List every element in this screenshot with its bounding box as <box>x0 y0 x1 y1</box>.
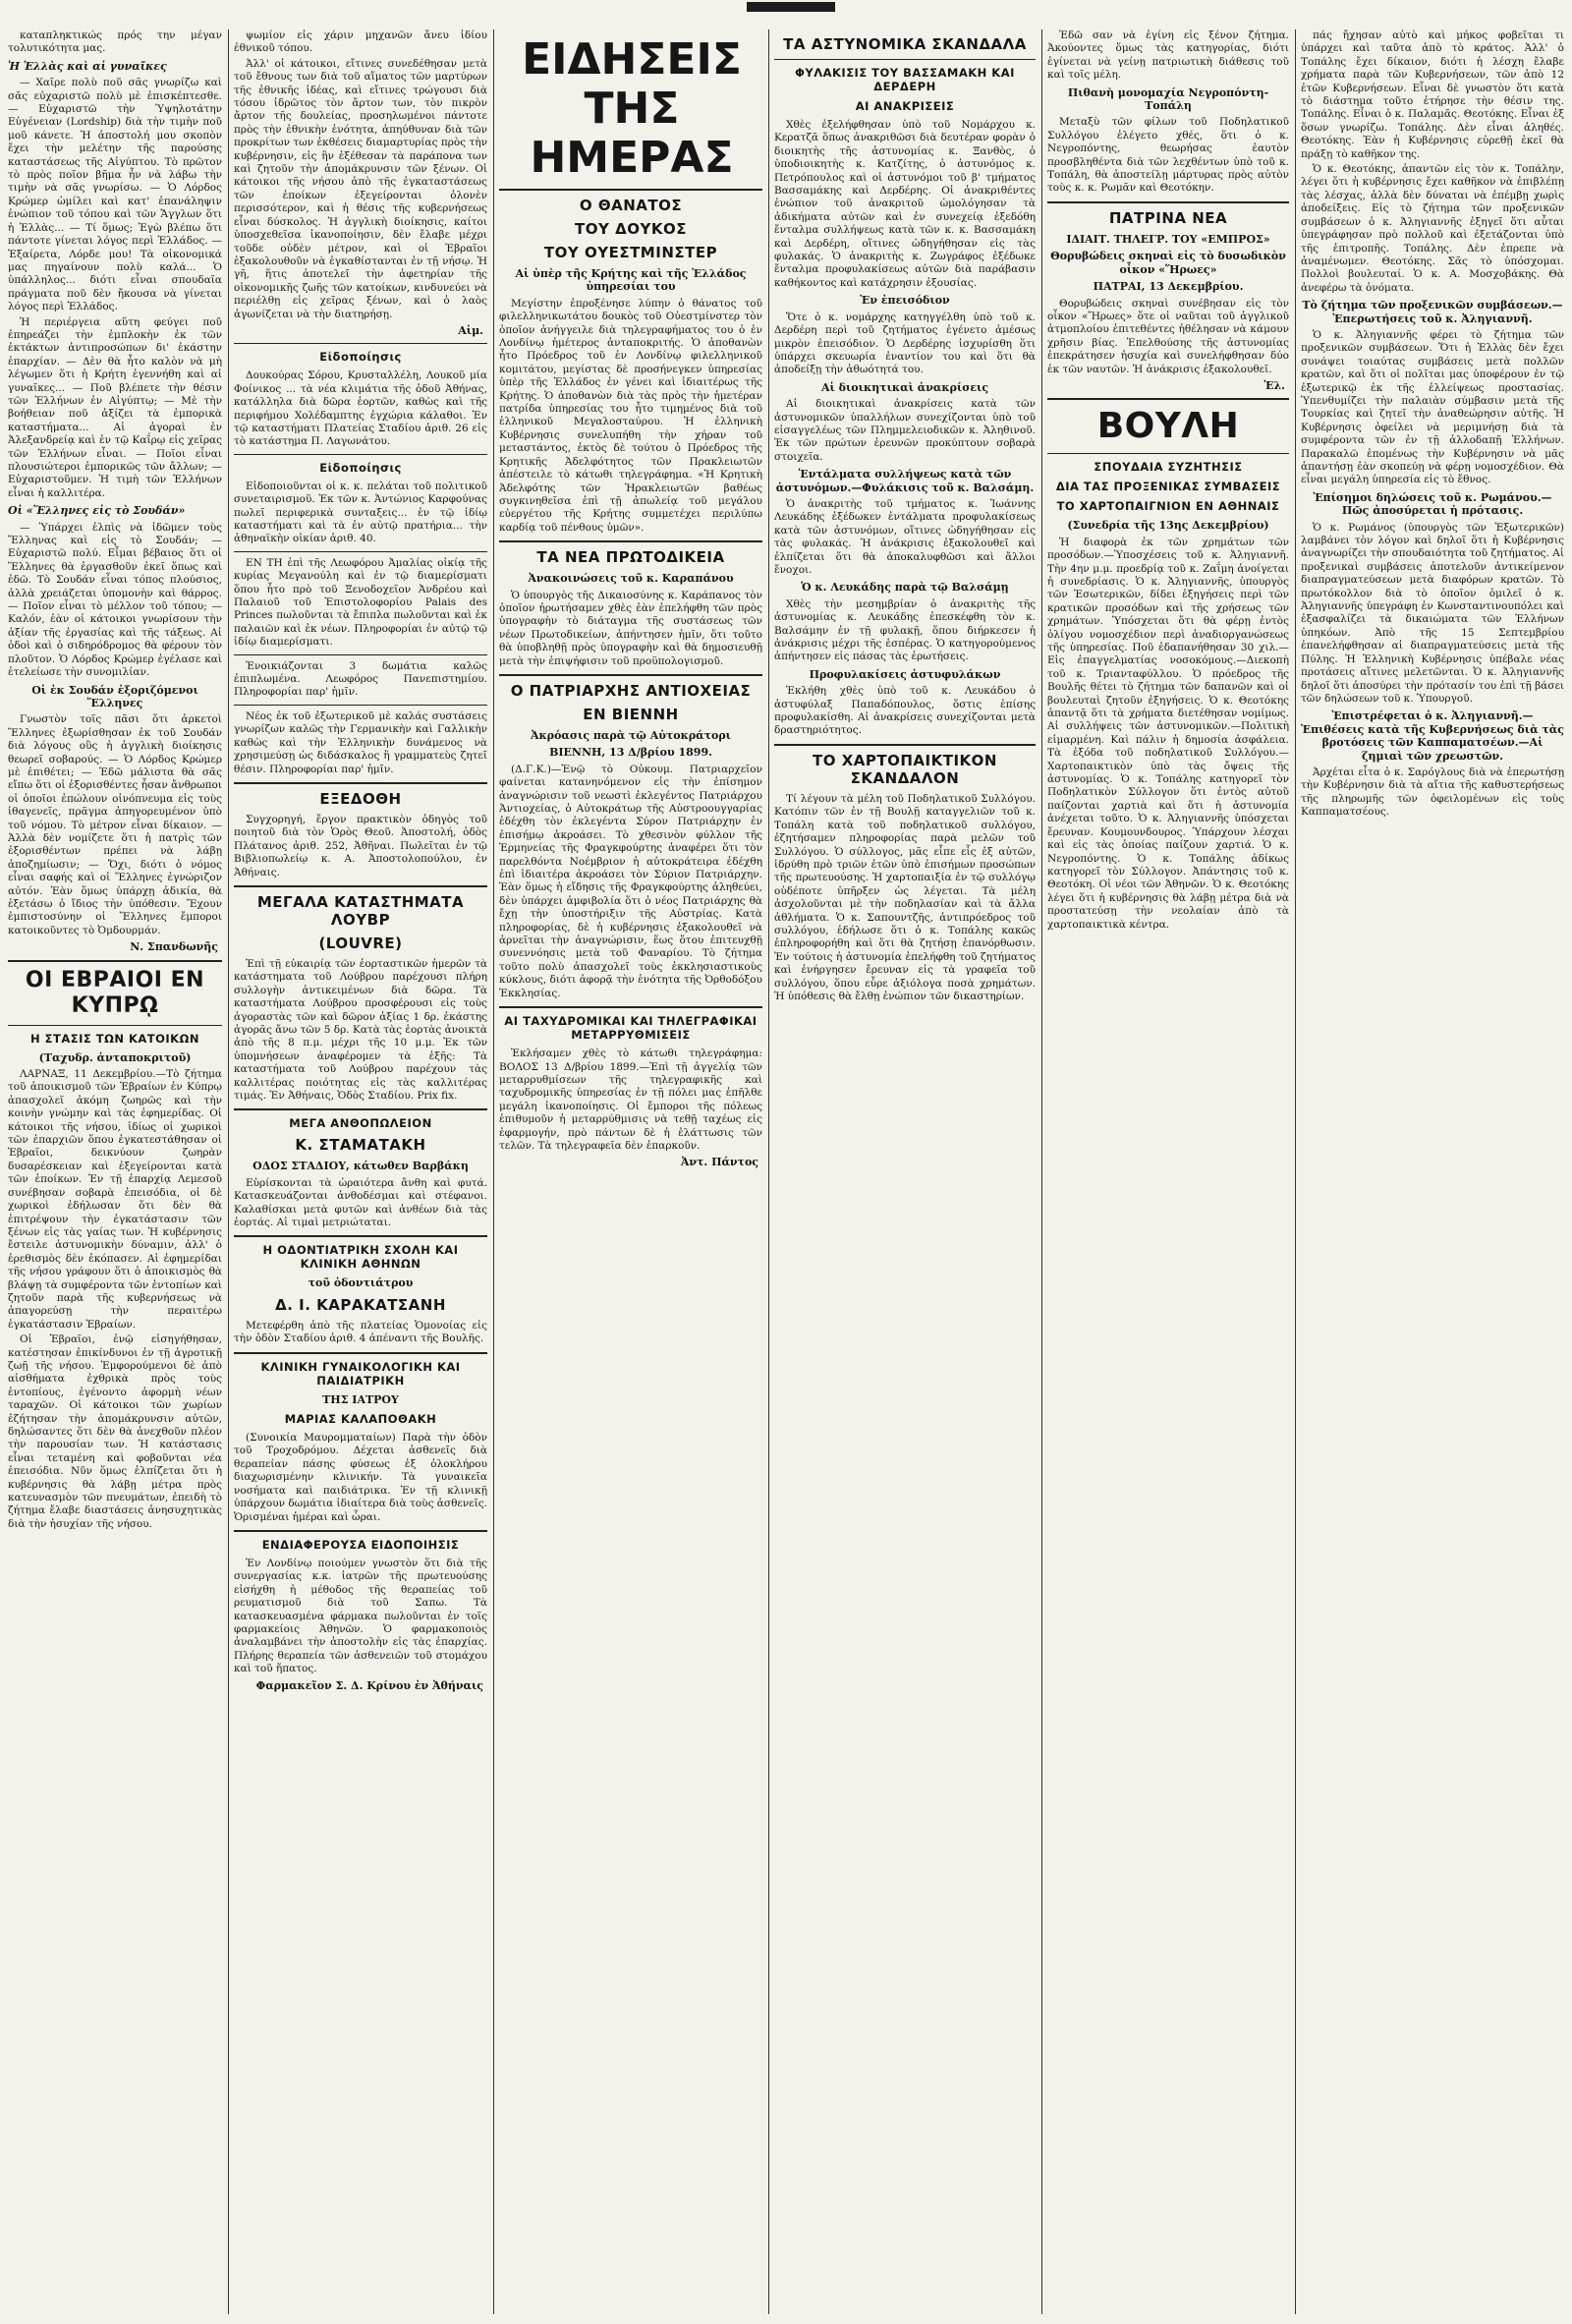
dateline: ΠΑΤΡΑΙ, 13 Δεκεμβρίου. <box>1093 280 1244 294</box>
column-rule <box>768 29 769 2314</box>
column-5 <box>1047 29 1289 2316</box>
article-body: Ἐκλήθη χθὲς ὑπὸ τοῦ κ. Λευκάδου ὁ ἀστυφύλαξ Παπαδόπουλος, ὅστις ἐπίσης προφυλακίσθη. Αἱ ἀνακρίσεις συνεχίζονται μετὰ δραστηριότητος. <box>774 685 1036 737</box>
divider <box>234 551 487 552</box>
article-body: Γνωστὸν τοῖς πᾶσι ὅτι ἀρκετοὶ Ἕλληνες ἐξωρίσθησαν ἐκ τοῦ Σουδάν διὰ λόγους οὓς ἡ ἀγγλικὴ διοίκησις θεωρεῖ σοβαρούς. — Ὁ Λόρδος Κρώμερ μὲ ἐπιθέτει; — Ἐδῶ μάλιστα θὰ σᾶς εἴπω ὅτι οἱ ἐξορισθέντες ἦσαν ἄνθρωποι οἱ ὁποῖοι ἐπώλουν οἰνόπνευμα εἰς τοὺς ἰθαγενεῖς, πρᾶγμα ἀπηγορευμένον ὑπὸ τοῦ νόμου. Τὸ μέτρον εἶναι δίκαιον. — Ἀλλὰ δὲν νομίζετε ὅτι ἡ πατρὶς τῶν ἐξορισθέντων πρέπει νὰ λάβῃ ἀποζημίωσιν; — Ὄχι, διότι ὁ νόμος εἶναι σαφής καὶ οἱ Ἕλληνες ἐγνώριζον αὐτόν. Ἐὰν ὅμως ὑπάρχῃ ἀδικία, θὰ ἐξετάσω ὁ ἴδιος τὴν ὑπόθεσιν. Ἔχουν ἐμπιστοσύνην οἱ Ἕλληνες ἔμποροι κατοικοῦντες τὸ Ὀμδουρμάν. <box>8 713 222 936</box>
notice-body: Δουκούρας Σόρου, Κρυσταλλέλη, Λουκοῦ μία Φοίνικος ... τὰ νέα κλιμάτια τῆς ὁδοῦ Ἀθήνας, κατάλληλα διὰ δῶρα ἑορτῶν, καθὼς καὶ τῆς περιφήμου Χολέδαμπτης ἐγχώρια κάλαθοι. Ἐν τῷ καταστήματι Πλατείας Σταδίου ἀριθ. 26 εἰς τὸ κατάστημα Π. Λαγωνάτου. <box>234 369 487 448</box>
subheadline: ΔΙΑ ΤΑΣ ΠΡΟΞΕΝΙΚΑΣ ΣΥΜΒΑΣΕΙΣ <box>1055 480 1281 494</box>
ad-name: Δ. Ι. ΚΑΡΑΚΑΤΣΑΝΗ <box>275 1295 446 1314</box>
subheadline: Η ΣΤΑΣΙΣ ΤΩΝ ΚΑΤΟΙΚΩΝ <box>30 1031 199 1046</box>
column-1 <box>8 29 222 2316</box>
column-rule <box>1041 29 1042 2314</box>
ad-title: Η ΟΔΟΝΤΙΑΤΡΙΚΗ ΣΧΟΛΗ ΚΑΙ ΚΛΙΝΙΚΗ ΑΘΗΝΩΝ <box>262 1243 459 1272</box>
ad-title: ΜΕΓΑ ΑΝΘΟΠΩΛΕΙΟΝ <box>289 1116 432 1131</box>
divider <box>234 343 487 344</box>
headline: ΤΑ ΝΕΑ ΠΡΩΤΟΔΙΚΕΙΑ <box>536 548 725 567</box>
dateline: (Ταχυδρ. ἀνταποκριτοῦ) <box>38 1050 192 1064</box>
ad-subtitle: τοῦ ὀδοντιάτρου <box>308 1276 414 1290</box>
subheadline: Πιθανὴ μονομαχία Νεγροπόντη-Τοπάλη <box>1067 85 1269 113</box>
article-body: Μεταξὺ τῶν φίλων τοῦ Ποδηλατικοῦ Συλλόγου ἐλέγετο χθές, ὅτι ὁ κ. Νεγροπόντης, θεωρήσας ἑαυτὸν προσβληθέντα διὰ τῶν λεχθέντων ὑπὸ τοῦ κ. Τοπάλη, θὰ ἀποστείλῃ μάρτυρας πρὸς αὐτὸν τοὺς κ. κ. Ρωμᾶν καὶ Θεοτόκην. <box>1047 116 1289 195</box>
subheadline: Ἐν ἐπεισόδιον <box>860 294 950 308</box>
headline: Ο ΠΑΤΡΙΑΡΧΗΣ ΑΝΤΙΟΧΕΙΑΣ <box>510 681 752 700</box>
article-body: Ἡ περιέργεια αὕτη φεύγει ποῦ ἐπηρεάζει τὴν ἐμπλοκὴν ἐκ τῶν ἐκτάκτων ἀντιπροσώπων δι' ἐκάστην ἐπαρχίαν. — Δὲν θὰ ἦτο καλὸν νὰ μὴ λέγωμεν ὅτι ἡ Κρήτη ἐγεννήθη καὶ αἱ γυναῖκες... — Ποῦ βλέπετε τὴν θέσιν τῶν Ἑλλήνων ἐν Αἰγύπτῳ; — Μὲ τὴν βοήθειαν ποῦ ἀξίζει τὰ ἐμπορικὰ καταστήματα... Αἱ ἀγοραὶ ἐν Ἀλεξανδρείᾳ καὶ ἐν τῷ Καΐρῳ εἰς χεῖρας τῶν Ἑλλήνων εἶναι. — Ποῖοι εἶναι πλουσιώτεροι ἐμπορικῶς τῶν ἄλλων; — Εὐχαριστοῦμεν. Ἡ τιμὴ τῶν Ἑλλήνων εἶναι ἡ καλλιτέρα. <box>8 315 222 499</box>
divider <box>499 540 762 542</box>
ad-title: ΕΝΔΙΑΦΕΡΟΥΣΑ ΕΙΔΟΠΟΙΗΣΙΣ <box>261 1537 460 1552</box>
ad-subtitle: (LOUVRE) <box>318 934 403 952</box>
notice-body: Ἐνοικιάζονται 3 δωμάτια καλῶς ἐπιπλωμένα. Λεωφόρος Πανεπιστημίου. Πληροφορίαι παρ' ἡμῖν. <box>234 659 487 699</box>
divider <box>8 1025 222 1026</box>
article-body: Ἐκλήσαμεν χθὲς τὸ κάτωθι τηλεγράφημα: ΒΟΛΟΣ 13 Δ/βρίου 1899.—Ἐπὶ τῇ ἀγγελίᾳ τῶν μεταρρυθμίσεων τῆς τηλεγραφικῆς καὶ ταχυδρομικῆς ὑπηρεσίας ἐν τῇ πόλει μας ἐπῆλθε μεγάλη ἱκανοποίησις. Οἱ ἔμποροι τῆς πόλεως ἐπιθυμοῦν ἡ μεταρρύθμισις νὰ τεθῇ ταχέως εἰς ἐφαρμογήν, πρὸ πάντων δὲ ἡ ἐλάττωσις τῶν τελῶν. Τὰ τηλεγραφεῖα δὲν ἐπαρκοῦν. <box>499 1048 762 1152</box>
divider <box>8 960 222 962</box>
divider <box>234 1352 487 1354</box>
divider <box>499 189 762 191</box>
ad-name: Κ. ΣΤΑΜΑΤΑΚΗ <box>295 1136 426 1155</box>
article-body: Ἀρχέται εἶτα ὁ κ. Σαρόγλους διὰ νὰ ἐπερωτήσῃ τὴν Κυβέρνησιν διὰ τὰ αἴτια τῆς καθυστερήσεως τῆς πληρωμῆς τῶν ὀφειλομένων εἰς τοὺς Καππαματσέους. <box>1301 765 1564 819</box>
subheadline: Αἱ ὑπὲρ τῆς Κρήτης καὶ τῆς Ἑλλάδος ὑπηρεσίαι του <box>515 267 747 294</box>
headline: ΤΑ ΑΣΤΥΝΟΜΙΚΑ ΣΚΑΝΔΑΛΑ <box>783 35 1027 53</box>
column-rule <box>1295 29 1296 2314</box>
session-note: (Συνεδρία τῆς 13ης Δεκεμβρίου) <box>1067 519 1269 533</box>
signature: Ἐλ. <box>1263 378 1285 392</box>
headline: ΤΟΥ ΟΥΕΣΤΜΙΝΣΤΕΡ <box>543 244 718 261</box>
subheadline: ΤΟ ΧΑΡΤΟΠΑΙΓΝΙΟΝ ΕΝ ΑΘΗΝΑΙΣ <box>1056 499 1280 514</box>
article-body: Χθὲς ἐξελήφθησαν ὑπὸ τοῦ Νομάρχου κ. Κερατζᾶ ὅπως ἀνακριθῶσι διὰ δευτέραν φορὰν ὁ διοικητὴς τῆς ἀστυνομίας κ. Ξανθὸς, ὁ ὑποδιοικητὴς κ. Κατζίτης, ὁ ἀστυνόμος κ. Πετρόπουλος καὶ οἱ ἀστυνόμοι τοῦ β' τμήματος Βασσαμάκης καὶ Δερδέρης. Οἱ ἀνακριθέντες ἐνώπιον τοῦ ἀνακριτοῦ ὡμολόγησαν τὰ ἀδικήματα αὐτῶν καὶ ἐν συνεχείᾳ ἐξεδόθη ἔνταλμα συλλήψεως κατὰ τῶν κ. κ. Βασσαμάκη καὶ Δερδέρη, οἵτινες ὠδηγήθησαν εἰς τὰς φυλακάς. Ὁ ἀνακριτὴς κ. Ζωγράφος ἐξέδωκε ἔνταλμα προφυλακίσεως αὐτῶν διὰ παράβασιν καθήκοντος καὶ κατάχρησιν ἐξουσίας. <box>774 119 1036 289</box>
headline: ΤΟ ΧΑΡΤΟΠΑΙΚΤΙΚΟΝ ΣΚΑΝΔΑΛΟΝ <box>813 751 997 787</box>
notice-body: Εἰδοποιοῦνται οἱ κ. κ. πελάται τοῦ πολιτικοῦ συνεταιρισμοῦ. Ἐκ τῶν κ. Ἀντώνιος Καρφούνας πωλεῖ περιφερικὰ συνταξεις... ἐν τῷ ἰδίῳ καταστήματι καὶ τὰ ἐν αὐτῷ πρατήρια... τὴν ἀθηναϊκὴν οἰκίαν ἀριθ. 40. <box>234 480 487 545</box>
column-text: Ἐδῶ σαν νὰ ἐγίνη εἰς ξένον ζήτημα. Ἀκούοντες ὅμως τὰς κατηγορίας, διότι ἐγίνεται νὰ γείνῃ πατριωτικὴ διάθεσις τοῦ καὶ τοῖς μέλη. <box>1047 29 1289 82</box>
divider <box>234 1530 487 1532</box>
section-title: Ἡ Ἑλλὰς καὶ αἱ γυναῖκες <box>8 59 167 73</box>
column-text: ψωμίον εἰς χάριν μηχανῶν ἄνευ ἰδίου ἐθνικοῦ τόπου. <box>234 29 487 55</box>
ad-body: Συγχορηγή, ἔργον πρακτικὸν ὁδηγὸς τοῦ ποιητοῦ διὰ τὸν Ὁρὸς Θεοῦ. Ἀποστολή, ὁδὸς Πλάτανος ἀριθ. 252, Ἀθῆναι. Πωλεῖται ἐν τῷ Βιβλιοπωλείῳ κ. Α. Ἀποστολοπούλου, ἐν Ἀθήναις. <box>234 813 487 879</box>
subheadline: Αἱ διοικητικαὶ ἀνακρίσεις <box>820 380 989 394</box>
column-3 <box>499 29 762 2316</box>
notice-body: ΕΝ ΤΗ ἐπὶ τῆς Λεωφόρου Ἀμαλίας οἰκίᾳ τῆς κυρίας Μεγανούλη καὶ ἐν τῷ διαμερίσματι ὅπου ἦτο πρὸ τοῦ Ξενοδοχεῖον Ἀνδρέου καὶ Παλαιοῦ τοῦ Ἐπιστολοφορίου Palais des Princes πωλοῦνται τὰ ἔπιπλα πωλοῦνται καὶ ἐκ παλαιῶν καὶ ἐκ νέων. Πληροφορίαι ἐν αὐτῷ τῷ ἰδίῳ διαμερίσματι. <box>234 556 487 649</box>
article-body: Τί λέγουν τὰ μέλη τοῦ Ποδηλατικοῦ Συλλόγου. Κατόπιν τῶν ἐν τῇ Βουλῇ καταγγελιῶν τοῦ κ. Τοπάλη κατὰ τοῦ ποδηλατικοῦ συλλόγου, ἐζητήσαμεν πληροφορίας παρὰ μελῶν τοῦ Συλλόγου. Ὁ σύλλογος, μᾶς εἶπε εἷς ἐξ αὐτῶν, ἱδρύθη πρὸ τριῶν ἐτῶν ὑπὸ ἐπισήμων προσώπων τῆς πρωτευούσης. Ἡ χαρτοπαιξία ἐν τῷ συλλόγῳ οὐδέποτε ὑπῆρξεν ὡς λέγεται. Τὰ μέλη ἀσχολοῦνται μὲ τὴν ποδηλασίαν καὶ τὰ ἄλλα ἀθλήματα. Ὁ κ. Σαπουντζῆς, ἀντιπρόεδρος τοῦ συλλόγου, ἐδήλωσε ὅτι ὁ κ. Τοπάλης κακῶς ἐπληροφορήθη καὶ ὅτι θὰ ζητήσῃ ἐπανόρθωσιν. Ἐν τούτοις ἡ ἀστυνομία ἐπελήφθη τοῦ ζητήματος καὶ ἐνήργησεν ἔρευναν εἰς τὰ γραφεῖα τοῦ συλλόγου, ὅπου εὗρε ἀξιόλογα ποσὰ χρημάτων. Ἡ ὑπόθεσις θὰ ἔλθῃ ἐνώπιον τῶν δικαστηρίων. <box>774 792 1036 1002</box>
article-body: Οἱ Ἑβραῖοι, ἐνῷ εἰσηγήθησαν, κατέστησαν ἐπικίνδυνοι ἐν τῇ ἀγροτικῇ ζωῇ τῆς νήσου. Ἐμφορούμενοι δὲ ἀπὸ αἰσθήματα ἐχθρικὰ πρὸς τοὺς ἐντοπίους, ἐγένοντο ἀφορμὴ νέων ταραχῶν. Οἱ κάτοικοι τῶν χωρίων ἐζήτησαν τὴν ἀπομάκρυνσιν αὐτῶν, δηλώσαντες ὅτι δὲν θὰ ἀνεχθοῦν πλέον τὴν παρουσίαν των. Ἡ κατάστασις εἶναι τεταμένη καὶ φοβοῦνται νέα ἐπεισόδια. Νῦν ὅμως ἐλπίζεται ὅτι ἡ κυβέρνησις θὰ λάβῃ μέτρα πρὸς κατευνασμὸν τῶν πνευμάτων, ἐπειδὴ τὸ ζήτημα ἔλαβε διαστάσεις ἀνησυχητικὰς διὰ τὴν ἡσυχίαν τῆς νήσου. <box>8 1333 222 1530</box>
divider <box>234 782 487 784</box>
ad-title: ΕΞΕΔΟΘΗ <box>319 789 402 808</box>
headline: Ο ΘΑΝΑΤΟΣ <box>579 197 683 214</box>
article-body: Ὁ κ. Θεοτόκης, ἀπαντῶν εἰς τὸν κ. Τοπάλην, λέγει ὅτι ἡ κυβέρνησις ἔχει καθῆκον νὰ ἐπιβλέπῃ τὰς λέσχας, ἀλλὰ δὲν δύναται νὰ ἐπέμβῃ χωρὶς ἀποδείξεις. Εἰς τὸ ζήτημα τῶν προξενικῶν συμβάσεων ὁ κ. Ἀληγιαννῆς ἐξηγεῖ ὅτι αὗται ὑπεγράφησαν πρὸ πολλοῦ καὶ ἐξετάζονται ὑπὸ τῆς ἐπιτροπῆς. Τοπάλης. Δὲν ἐπρεπε νὰ ἀναμένωμεν. Θεοτόκης. Σᾶς τὸ ὑπόσχομαι. Πολλοὶ βουλευταί. Ὁ κ. Α. Μοσχοβάκης. Θὰ ἀνεφέρω τὰ ὀνόματα. <box>1301 163 1564 294</box>
headline: ΟΙ ΕΒΡΑΙΟΙ ΕΝ ΚΥΠΡῼ <box>25 967 205 1018</box>
article-body: Ὁ κ. Ρωμάνος (ὑπουργὸς τῶν Ἐξωτερικῶν) λαμβάνει τὸν λόγον καὶ δηλοῖ ὅτι ἡ Κυβέρνησις ἀναγνωρίζει τὴν σπουδαιότητα τοῦ ζητήματος. Αἱ προξενικαὶ συμβάσεις ἀποτελοῦν ἀντικείμενον διαπραγματεύσεων μετὰ διαφόρων κρατῶν. Τὸ πρωτόκολλον διὰ τὸ ὁποῖον ὁμιλεῖ ὁ κ. Ἀληγιαννῆς ὑπεγράφη ἐν Κωνσταντινουπόλει καὶ ἐξασφαλίζει τὰ δικαιώματα τῶν Ἑλλήνων ὑπηκόων. Ἀπὸ τῆς 15 Σεπτεμβρίου ἐπανελήφθησαν αἱ διαπραγματεύσεις μετὰ τῆς Πύλης. Ἡ Ἑλληνικὴ Κυβέρνησις ὑπέβαλε νέας προτάσεις αἵτινες μελετῶνται. Ὁ κ. Ἀληγιαννῆς δηλοῖ ὅτι ἀποσύρει τὴν πρότασίν του ἐπὶ τῇ βάσει τῶν δηλώσεων τοῦ κ. Ὑπουργοῦ. <box>1301 521 1564 705</box>
column-6 <box>1301 29 1564 2316</box>
ad-body: Μετεφέρθη ἀπὸ τῆς πλατείας Ὁμονοίας εἰς τὴν ὁδὸν Σταδίου ἀριθ. 4 ἀπέναντι τῆς Βουλῆς. <box>234 1319 487 1345</box>
masthead-ornament <box>747 2 835 12</box>
divider <box>234 1108 487 1110</box>
subheadline: ΙΔΙΑΙΤ. ΤΗΛΕΓΡ. ΤΟΥ «ΕΜΠΡΟΣ» <box>1066 232 1270 246</box>
signature: Ν. Σπανδωνῆς <box>130 940 218 954</box>
signature: Φαρμακεῖον Σ. Δ. Κρίνου ἐν Ἀθήναις <box>255 1678 483 1692</box>
column-rule <box>493 29 494 2314</box>
subheadline: Τὸ ζήτημα τῶν προξενικῶν συμβάσεων.—Ἐπερωτήσεις τοῦ κ. Ἀληγιαννῆ. <box>1302 299 1563 325</box>
signature: Αἰμ. <box>458 323 483 337</box>
article-body: Ἀλλ' οἱ κάτοικοι, εἴτινες συνεδέθησαν μετὰ τοῦ ἔθνους των διὰ τοῦ αἵματος τῶν μαρτύρων τῆς ἐθνικῆς ἰδέας, καὶ εἴτινες τρώγουσι διὰ τόσου ἱδρῶτος τὸν ἄρτον των, τὸν πικρὸν ἄρτον τῆς δουλείας, προσηλωμένοι πάντοτε πρὸς τὴν ἐθνικὴν ἑνότητα, ἀπηύθυναν διὰ τῶν προκρίτων των ἐκθέσεις διαμαρτυρίας πρὸς τὴν κυβέρνησιν, εἰς ἣν ἐξέθεσαν τὰ παράπονα των καὶ ζητοῦν τὴν ἀπομάκρυνσιν τῶν ξένων. Οἱ κάτοικοι τῆς νήσου ἀπὸ τῆς ἐγκαταστάσεως τῶν ἐποίκων ἐξεγείρονται ὁλονὲν περισσότερον, καὶ ἡ θέσις τῆς κυβερνήσεως εἶναι δύσκολος. Ἡ ἀγγλικὴ διοίκησις, καίτοι ὑποσχεθεῖσα ἱκανοποίησιν, δὲν ἔλαβε μέχρι τοῦδε οὐδὲν μέτρον, καὶ οἱ Ἑβραῖοι ἐξακολουθοῦν νὰ ἐγκαθίστανται ἐν τῇ νήσῳ. Ἡ γῆ, ἥτις ἀποτελεῖ τὴν ἀφετηρίαν τῆς οἰκονομικῆς ζωῆς τῶν κατοίκων, κινδυνεύει νὰ περιέλθῃ εἰς χεῖρας ξένων, καὶ ὁ λαὸς ἀγωνίζεται νὰ τὴν διατηρήσῃ. <box>234 57 487 320</box>
subheadline: Ἐπιστρέφεται ὁ κ. Ἀληγιαννῆ.—Ἐπιθέσεις κατὰ τῆς Κυβερνήσεως διὰ τὰς βροτόσεις τῶν Καππαματσέων.—Αἱ ζημιαὶ τῶν χρεωστῶν. <box>1301 709 1564 763</box>
column-4 <box>774 29 1036 2316</box>
divider <box>1047 201 1289 203</box>
ad-subtitle: ΤΗΣ ΙΑΤΡΟΥ <box>322 1392 399 1406</box>
subheadline: Ἀκρόασις παρὰ τῷ Αὐτοκράτορι <box>531 728 731 742</box>
article-body: Ὁ κ. Ἀληγιαννῆς φέρει τὸ ζήτημα τῶν προξενικῶν συμβάσεων. Ὅτι ἡ Ἑλλὰς δὲν ἔχει συνάψει τοιαύτας συμβάσεις μετὰ πολλῶν κρατῶν, καὶ ὅτι οἱ πολῖται μας ὑποφέρουν ἐν τῷ ἐξωτερικῷ ἐκ τῆς ἐλλείψεως προστασίας. Ὑπενθυμίζει τὴν παλαιὰν σύμβασιν μετὰ τῆς Τουρκίας καὶ ζητεῖ τὴν ἀναθεώρησιν αὐτῆς. Ἡ Κυβέρνησις ὀφείλει νὰ μεριμνήσῃ διὰ τὰ συμφέροντα τῶν ἐν τῇ ἀλλοδαπῇ Ἑλλήνων. Παρακαλῶ ἑπομένως τὴν Κυβέρνησιν νὰ μᾶς ἀπαντήσῃ ἐὰν σκοπεύῃ νὰ φέρῃ νομοσχέδιον. Θὰ εἶναι μεγάλη ὑπηρεσία εἰς τὸ ἔθνος. <box>1301 328 1564 486</box>
divider <box>774 59 1036 60</box>
article-body: Ὁ ἀνακριτὴς τοῦ τμήματος κ. Ἰωάννης Λευκάδης ἐξέδωκεν ἐντάλματα προφυλακίσεως κατὰ τῶν ἀστυνόμων, οἵτινες ὠδηγήθησαν εἰς τὰς φυλακάς. Ἡ ἀνάκρισις ἐξακολουθεῖ καὶ ἐλπίζεται ὅτι θὰ ἀποκαλυφθῶσι καὶ ἄλλοι ἔνοχοι. <box>774 497 1036 576</box>
subheadline: Προφυλακίσεις ἀστυφυλάκων <box>809 667 1001 681</box>
ad-body: Ἐπὶ τῇ εὐκαιρίᾳ τῶν ἐορταστικῶν ἡμερῶν τὰ κατάστηματα τοῦ Λούβρου παρέχουσι πλήρη συλλογὴν ἀντικειμένων διὰ δῶρα. Τὰ καταστήματα Λούβρου προσφέρουσι εἰς τοὺς ἀγοραστὰς τῶν καὶ δῶρον ἀξίας 1 δρ. ἑκάστης ἀγορᾶς ἄνω τῶν 5 δρ. Κατὰ τὰς ἑορτὰς ἀνοικτὰ ἀπὸ τῆς 8 π.μ. μέχρι τῆς 10 μ.μ. Ἐκ τῶν ὑπομνήσεων ἀναφέρομεν τὰ ἐξῆς: Τὰ καταστήματα τοῦ Λούβρου παρέχουν τὰς καλλιτέρας ποιότητας εἰς τὰς καλλιτέρας τιμάς. Ἐν Ἀθήναις, Ὁδὸς Σταδίου. Prix fix. <box>234 957 487 1102</box>
ad-body: (Συνοικία Μαυρομματαίων) Παρὰ τὴν ὁδὸν τοῦ Τροχοδρόμου. Δέχεται ἀσθενεῖς διὰ θεραπείαν πάσης φύσεως ἐξ ὀλοκλήρου διαχωρισμένην κλινικήν. Τὰ γυναικεῖα νοσήματα καὶ παιδιάτρικα. Ἐν τῇ κλινικῇ ὑπάρχουν δωμάτια ἰδιαίτερα διὰ τοὺς ἀσθενεῖς. Ὁρισμέναι ἡμέραι καὶ ὧραι. <box>234 1432 487 1523</box>
notice-title: Εἰδοποίησις <box>319 460 402 475</box>
subheadline: Ἀνακοινώσεις τοῦ κ. Καραπάνου <box>528 572 734 586</box>
column-text: καταπληκτικώς πρός την μέγαν τολυτικότητα μας. <box>8 29 222 55</box>
section-title: Οἱ «Ἕλληνες εἰς τὸ Σουδάν» <box>8 504 186 518</box>
article-body: — Ὑπάρχει ἐλπὶς νὰ ἰδῶμεν τοὺς Ἕλληνας καὶ εἰς τὸ Σουδάν; — Εὐχαριστῶ πολύ. Εἶμαι βέβαιος ὅτι οἱ Ἕλληνες θὰ ἐργασθοῦν ἐκεῖ ὅπως καὶ ἐδῶ. Τὸ Σουδάν εἶναι τόπος πλούσιος, ἀλλὰ χρειάζεται ὑπομονὴν καὶ θάρρος. — Ποῖον εἶναι τὸ μέλλον τοῦ τόπου; — Καλόν, ἐὰν οἱ κάτοικοι γνωρίσουν τὴν ἀξίαν τῆς ἐργασίας καὶ τῆς τάξεως. Αἱ ὁδοὶ καὶ ὁ σιδηρόδρομος θὰ φέρουν τὸν πλοῦτον. Ὁ Λόρδος Κρώμερ ἐγέλασε καὶ ἐτελείωσε τὴν συνομιλίαν. <box>8 521 222 679</box>
article-body: Θορυβώδεις σκηναὶ συνέβησαν εἰς τὸν οἶκον «Ἥρωες» ὅτε οἱ ναῦται τοῦ ἀγγλικοῦ ἀτμοπλοίου ἐπιτεθέντες ἠθέλησαν νὰ κάμουν χρῆσιν βίας. Ἐπελθούσης τῆς ἀστυνομίας ἐπεκράτησεν ἡσυχία καὶ συνελήφθησαν δύο ἐκ τῶν ναυτῶν. Ἡ ἀνάκρισις ἐξακολουθεῖ. <box>1047 297 1289 375</box>
article-body: Ἡ διαφορὰ ἐκ τῶν χρημάτων τῶν προσόδων.—Ὑποσχέσεις τοῦ κ. Ἀληγιαννῆ. Τὴν 4ην μ.μ. προεδρίᾳ τοῦ κ. Ζαΐμη ἀνοίγεται ἡ συνεδρίασις. Ὁ κ. Ἀληγιαννῆς, ὑπουργὸς τῶν Ἐσωτερικῶν, δίδει ἐξηγήσεις περὶ τῶν κρατικῶν προσόδων καὶ τῆς χρήσεως τῶν χρημάτων. Ὑπόσχεται ὅτι θὰ φέρῃ ἐντὸς ὀλίγου νομοσχέδιον περὶ ἀναδιοργανώσεως τῆς ὑπηρεσίας. Ποῦ ἐδαπανήθησαν 30 χιλ.—Εἰς ἐπαγγελματίας νοσοκόμους.—Διεκοπὴ τοῦ κ. Τριανταφύλλου. Ὁ πρόεδρος τῆς Βουλῆς θέτει τὸ ζήτημα τῶν δαπανῶν καὶ οἱ βουλευταὶ ζητοῦν ἐξηγήσεις. Ὁ κ. Θεοτόκης ἀπαντᾷ ὅτι τὰ χρήματα διετέθησαν νομίμως. Αἱ συλλήψεις τῶν ἀστυνομικῶν.—Πολιτικὴ εἰμαρμένη. Καὶ πάλιν ἡ δημοσία ἀσφάλεια. Τὰ ἐξόδα τοῦ ποδηλατικοῦ Συλλόγου.—Χαρτοπαικτικὸν ὑπὸ τὰς ὄψεις τῆς ἀστυνομίας. Ὁ κ. Τοπάλης κατηγορεῖ τὸν Ποδηλατικὸν Σύλλογον ὅτι ἐντὸς αὐτοῦ παίζονται χαρτιὰ καὶ ὅτι ἡ ἀστυνομία ἀνέχεται τοῦτο. Ὁ κ. Ἀληγιαννῆς ὑπόσχεται ἔρευναν. Κουμουνδουρος. Ὑπάρχουν λέσχαι καὶ εἰς τὰς ὁποίας παίζουν χαρτιά. Ὁ κ. Νεγροπόντης. Ὁ κ. Τοπάλης ἀδίκως κατηγορεῖ τὸν Σύλλογον. Ἀπάντησις τοῦ κ. Θεοτόκη. Οἱ νέοι τῶν Ἀθηνῶν. Ὁ κ. Θεοτόκης λέγει ὅτι ἡ κυβέρνησις θὰ λάβῃ μέτρα διὰ νὰ προστατεύσῃ τὴν νεολαίαν ἀπὸ τὰ χαρτοπαικτικὰ κέντρα. <box>1047 536 1289 931</box>
section-title: Οἱ ἐκ Σουδάν ἐξοριζόμενοι Ἕλληνες <box>31 683 198 709</box>
subheadline: Θορυβώδεις σκηναὶ εἰς τὸ δυσωδικὸν οἶκον «Ἥρωες» <box>1050 250 1286 276</box>
ad-name: ΜΑΡΙΑΣ ΚΑΛΑΠΟΘΑΚΗ <box>284 1412 437 1427</box>
ad-title: ΜΕΓΑΛΑ ΚΑΤΑΣΤΗΜΑΤΑ ΛΟΥΒΡ <box>256 892 465 929</box>
headline: ΑΙ ΤΑΧΥΔΡΟΜΙΚΑΙ ΚΑΙ ΤΗΛΕΓΡΑΦΙΚΑΙ ΜΕΤΑΡΡΥΘΜΙΣΕΙΣ <box>504 1014 758 1043</box>
subheadline: ΑΙ ΑΝΑΚΡΙΣΕΙΣ <box>855 99 955 113</box>
subheadline: Ἐντάλματα συλλήψεως κατὰ τῶν ἀστυνόμων.—Φυλάκισις τοῦ κ. Βαλσάμη. <box>775 468 1035 494</box>
column-2 <box>234 29 487 2316</box>
ad-title: ΚΛΙΝΙΚΗ ΓΥΝΑΙΚΟΛΟΓΙΚΗ ΚΑΙ ΠΑΙΔΙΑΤΡΙΚΗ <box>260 1359 461 1388</box>
subheadline: Ἐπίσημοι δηλώσεις τοῦ κ. Ρωμάνου.—Πῶς ἀποσύρεται ἡ πρότασις. <box>1313 490 1552 518</box>
headline: ΒΟΥΛΗ <box>1096 406 1240 447</box>
subheadline: ΣΠΟΥΔΑΙΑ ΣΥΖΗΤΗΣΙΣ <box>1094 460 1243 475</box>
divider <box>1047 453 1289 454</box>
notice-body: Νέος ἐκ τοῦ ἐξωτερικοῦ μὲ καλάς συστάσεις γνωρίζων καλῶς τὴν Γερμανικὴν καὶ Γαλλικὴν καθὼς καὶ τὴν Ἑλληνικὴν δυνάμενος νὰ χρησιμεύσῃ ὡς διδάσκαλος ἢ γραμματεὺς ζητεῖ θέσιν. Πληροφορίαι παρ' ἡμῖν. <box>234 709 487 775</box>
divider <box>1047 398 1289 400</box>
ad-body: Ἐν Λονδίνῳ ποιούμεν γνωστὸν ὅτι διὰ τῆς συνεργασίας κ.κ. ἰατρῶν τῆς πρωτευούσης εἰσήχθη ἡ μέθοδος τῆς θεραπείας τοῦ ρευματισμοῦ διὰ τοῦ Σαπω. Τὰ κατασκευασμένα φάρμακα πωλοῦνται ἐν τοῖς φαρμακείοις Ἀθηνῶν. Ὁ φαρμακοποιὸς ἀναλαμβάνει τὴν ἀποστολὴν εἰς τὰς ἐπαρχίας. Πλήρης θεραπεία τῶν ἀσθενειῶν τοῦ στομάχου καὶ τοῦ ἥπατος. <box>234 1557 487 1675</box>
divider <box>234 885 487 887</box>
signature: Ἀντ. Πάντος <box>680 1156 758 1169</box>
divider <box>234 705 487 706</box>
divider <box>234 454 487 455</box>
article-body: Μεγίστην ἐπροξένησε λύπην ὁ θάνατος τοῦ φιλελληνικωτάτου δουκὸς τοῦ Οὐεστμίνστερ τὸν ὁποῖον ἀνήγγειλε διὰ τηλεγραφήματος του ὁ ἐν Λονδίνῳ ἡμέτερος ἀνταποκριτής. Ὁ ἀποθανὼν ἦτο Πρόεδρος τοῦ ἐν Λονδίνῳ φιλελληνικοῦ κομιτάτου, μεγίστας δὲ προσήνεγκεν ὑπηρεσίας ὑπὲρ τῆς Ἑλλάδος ἐν γένει καὶ ἰδιαιτέρως τῆς Κρήτης. Ὁ ἀποθανὼν διὰ τὰς πρὸς τὴν ἡμετέραν πατρίδα ὑπηρεσίας του ἦτο τιμημένος διὰ τοῦ ἑλληνικοῦ Μεγαλοσταύρου. Ἡ ἑλληνικὴ Κυβέρνησις συνελυπήθη τὴν χήραν τοῦ μεταστάντος, ἐκτὸς δὲ τούτου ὁ Πρόεδρος τῆς Κρητικῆς Ἀδελφότητος τῶν Πρακλειωτῶν ἀπέστειλε τὸ κάτωθι τηλεγράφημα. «Ἡ Κρητικὴ Ἀδελφότης τῶν Ἡρακλειωτῶν βαθέως συγκινηθεῖσα ἐπὶ τῇ ἀπωλείᾳ τοῦ μεγάλου εὐεργέτου τῆς Κρήτης συμμετέχει περιλύπω καρδίᾳ τοῦ πένθους ὑμῶν». <box>499 297 762 534</box>
article-body: ΛΑΡΝΑΞ, 11 Δεκεμβρίου.—Τὸ ζήτημα τοῦ ἀποικισμοῦ τῶν Ἑβραίων ἐν Κύπρῳ ἀπασχολεῖ ἀκόμη ζωηρῶς καὶ τὴν κοινὴν γνώμην καὶ τὰς ἐφημερίδας. Οἱ κάτοικοι τῆς νήσου, ἰδίως οἱ χωρικοὶ τῶν ἐπαρχιῶν ὅπου ἐγκατεστάθησαν οἱ Ἑβραῖοι, δεικνύουν ζωηρὰν δυσαρέσκειαν καὶ ἐξεγείρονται κατὰ τῶν ἐποίκων. Ἐν τῇ ἐπαρχίᾳ Λεμεσοῦ συνέβησαν σοβαρὰ ἐπεισόδια, οἱ δὲ χωρικοὶ ἐδήλωσαν ὅτι δὲν θὰ ἐπιτρέψουν τὴν ἐγκατάστασιν τῶν ξένων εἰς τὰς γαίας των. Ἡ κυβέρνησις ἔστειλε ἀστυνομικὴν δύναμιν, ἀλλ' ὁ ἐρεθισμὸς δὲν ἐκόπασεν. Αἱ ἐφημερίδαι τῆς νήσου γράφουν ὅτι ὁ ἀποικισμὸς θὰ βλάψῃ τὰ συμφέροντα τῶν ἐντοπίων καὶ ζητοῦν παρὰ τῆς κυβερνήσεως νὰ ἀπαγορεύσῃ τὴν περαιτέρω ἐγκατάστασιν Ἑβραίων. <box>8 1068 222 1331</box>
subheadline: ΦΥΛΑΚΙΣΙΣ ΤΟΥ ΒΑΣΣΑΜΑΚΗ ΚΑΙ ΔΕΡΔΕΡΗ <box>795 66 1015 93</box>
notice-title: Εἰδοποίησις <box>319 350 402 365</box>
article-body: Ὁ ὑπουργὸς τῆς Δικαιοσύνης κ. Καράπανος τὸν ὁποῖον ἠρωτήσαμεν χθὲς ἐὰν ἐπελήφθη τῶν πρὸς ὑπογραφὴν τὸ διάταγμα τῆς συστάσεως τῶν νέων Πρωτοδικείων, ἀπήντησεν ἡμῖν, ὅτι τοῦτο θὰ ὑποβληθῇ πρὸς ὑπογραφὴν καὶ θὰ δημοσιευθῇ μετὰ τὴν ἐπιψήφισιν τοῦ προϋπολογισμοῦ. <box>499 589 762 667</box>
column-rule <box>228 29 229 2314</box>
headline: ΕΝ ΒΙΕΝΝΗ <box>583 705 679 723</box>
headline: ΤΟΥ ΔΟΥΚΟΣ <box>575 220 687 238</box>
subheadline: Ὁ κ. Λευκάδης παρὰ τῷ Βαλσάμῃ <box>801 581 1009 595</box>
column-text: πάς ἤχησαν αὐτὸ καὶ μήκος φοβεῖται τι ὑπάρχει καὶ ταῦτα ἀπὸ τὸ κράτος. Ἀλλ' ὁ Τοπάλης ἔχει δίκαιον, διότι ἡ λέσχη ἔλαβε χρήματα παρὰ τῶν Κυβερνήσεων, τῶν ἀπὸ 12 ἐτῶν Κυβερνήσεων. Εἶναι δὲ γνωστὸν ὅτι κατὰ τὸ διάστημα τοῦτο ἐτήρησε τὴν θέσιν της. Τοπάλης. Εἶναι ὁ κ. Παλαμᾶς. Θεοτόκης. Εἶναι ἐξ ὅσων γνωρίζω. Τοπάλης. Δὲν εἶναι ἀληθές. Θεοτόκης. Ἐὰν ἡ Κυβέρνησις εὑρεθῇ ἐκεῖ θὰ πράξῃ τὸ καθῆκον της. <box>1301 29 1564 160</box>
divider <box>234 654 487 655</box>
divider <box>774 744 1036 746</box>
article-body: Χθὲς τὴν μεσημβρίαν ὁ ἀνακριτὴς τῆς ἀστυνομίας κ. Λευκάδης ἐπεσκέφθη τὸν κ. Βαλσάμην ἐν τῇ φυλακῇ, ὅπου διήρκεσεν ἡ ἀνάκρισις μέχρι τῆς ἑσπέρας. Ὁ κατηγορούμενος ἀπήντησεν εἰς πάσας τὰς ἐρωτήσεις. <box>774 597 1036 663</box>
article-body: — Χαῖρε πολὺ ποῦ σᾶς γνωρίζω καὶ σᾶς εὐχαριστῶ πολὺ μὲ ἐπισκέπτεσθε. — Εὐχαριστῶ τὴν Ὑψηλοτάτην Εὐγένειαν (Lordship) διὰ τὴν τιμὴν ποῦ μοῦ κάνετε. Ἡ ἀποστολή μου σκοπὸν ἔχει τὴν μελέτην τῆς παρούσης καταστάσεως τῆς Αἰγύπτου. Τὸ πρῶτον τὸ πρὸς ποῖον βῆμα ἦν νὰ λάβω τὴν τιμὴν νὰ σᾶς γνωρίσω. — Ὁ Λόρδος Κρώμερ ὡμίλει καὶ κατ' ἐπανάληψιν ἐνώπιον τοῦ τόπου καὶ τῶν Ἄγγλων ὅτι ἡ Ἑλλὰς... — Τί ὅμως; Ἐγὼ βλέπω ὅτι πάντοτε γίνεται λόγος περὶ Ἑλλάδος. — Ἐξαίρετα, Λόρδε μου! Τὰ οἰκονομικά μας πηγαίνουν πολὺ καλά... Ὁ ὑπάλληλος... διότι εἶναι σπουδαῖα πράγματα ποῦ δὲν ἤκουσα νὰ γίνεται λόγος περὶ Ἑλλάδος. <box>8 77 222 313</box>
ad-body: Εὑρίσκονται τὰ ὡραιότερα ἄνθη καὶ φυτά. Κατασκευάζονται ἀνθοδέσμαι καὶ στέφανοι. Καλαθίσκαι μετὰ φυτῶν καὶ ἀνθέων διὰ τὰς ἑορτάς. Αἱ τιμαὶ μετριώταται. <box>234 1176 487 1229</box>
dateline: ΒΙΕΝΝΗ, 13 Δ/βρίου 1899. <box>549 746 712 760</box>
article-body: (Δ.Γ.Κ.)—Ἐνῷ τὸ Οὐκουμ. Πατριαρχεῖον φαίνεται κατανηνόμενον εἰς τὴν ἐπίσημον ἀναγνώρισιν τοῦ νεωστὶ ἐκλεγέντος Πατριάρχου Ἀντιοχείας, ὁ Αὐτοκράτωρ τῆς Αὐστροουγγαρίας ἐδέχθη τὸν ἐκλεγέντα Σύρον Πατριάρχην ἐν ἐπισήμῳ ἀκροάσει. Τὸ χθεσινὸν φύλλον τῆς Ἑρμηνείας τῆς Φραγκφούρτης ἀναφέρει ὅτι τὸν παρελθόντα Νοέμβριον ἡ αὐτοκράτειρα ἐδέχθη ἐπὶ ἰδιαιτέρα ἀκροάσει τὸν Σύριον Πατριάρχην. Ἐὰν ὅμως ἡ εἴδησις τῆς Φραγκφούρτης ἀληθεύει, δὲν ὑπάρχει ἀμφιβολία ὅτι ὁ νέος Πατριάρχης θὰ ἔχῃ τὴν ὑποστήριξιν τῆς Αὐστρίας. Κατὰ πληροφορίας, δὲ ἡ κυβέρνησις ἐξακολουθεῖ νὰ ἀρνεῖται τὴν ἀναγνώρισιν, ἕως ὅτου ἐπιτευχθῇ συνεννόησις μετὰ τοῦ Φαναρίου. Τὸ ζήτημα τοῦτο πολὺ ἀπασχολεῖ τοὺς ἐκκλησιαστικοὺς κύκλους, διότι ἀφορᾷ τὴν ἑνότητα τῆς Ὀρθοδόξου Ἐκκλησίας. <box>499 763 762 999</box>
ad-address: ΟΔΟΣ ΣΤΑΔΙΟΥ, κάτωθεν Βαρβάκη <box>253 1160 469 1173</box>
article-body: Αἱ διοικητικαὶ ἀνακρίσεις κατὰ τῶν ἀστυνομικῶν ὑπαλλήλων συνεχίζονται ὑπὸ τοῦ εἰσαγγελέως τῶν Πλημμελειοδικῶν κ. Ἀληθινοῦ. Ἐκ τῶν πρώτων ἐρευνῶν προκύπτουν σοβαρὰ στοιχεῖα. <box>774 398 1036 463</box>
article-body: Ὅτε ὁ κ. νομάρχης κατηγγέλθη ὑπὸ τοῦ κ. Δερδέρη περὶ τοῦ ζητήματος ἐγένετο ἀμέσως μικρὸν ἐπεισόδιον. Ὁ Δερδέρης ἰσχυρίσθη ὅτι ὑπάρχει σκευωρία ἐναντίον του καὶ ὅτι θὰ ἀποδείξῃ τὴν ἀθωότητά του. <box>774 311 1036 376</box>
section-masthead: ΕΙΔΗΣΕΙΣ ΤΗΣ ΗΜΕΡΑΣ <box>522 34 742 183</box>
divider <box>499 674 762 676</box>
headline: ΠΑΤΡΙΝΑ ΝΕΑ <box>1108 208 1228 227</box>
divider <box>499 1006 762 1008</box>
divider <box>234 1235 487 1237</box>
